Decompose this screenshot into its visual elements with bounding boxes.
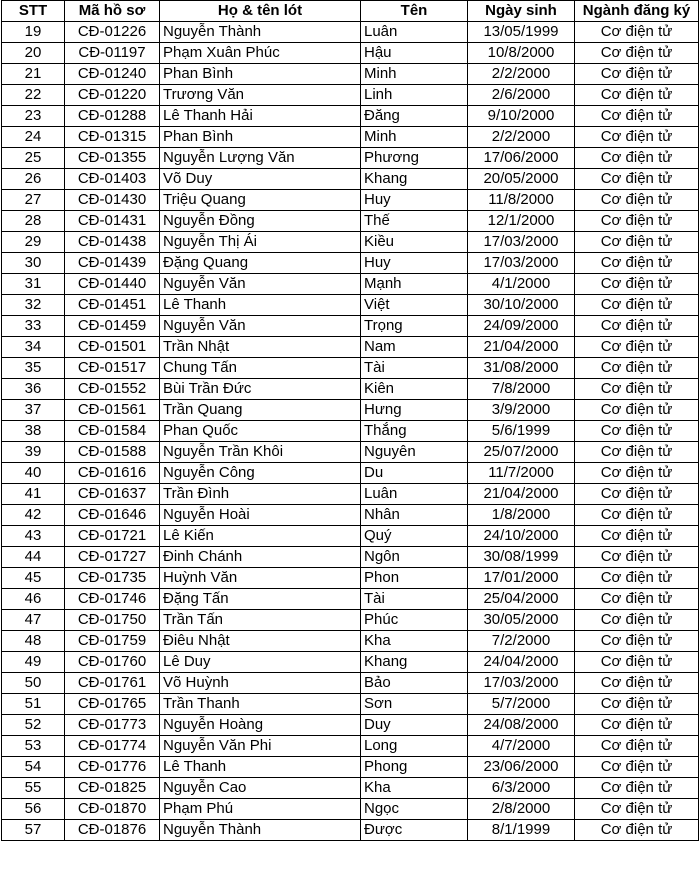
cell-dob: 17/06/2000 [468,148,575,169]
table-row [2,589,699,610]
cell-major: Cơ điện tử [575,106,699,127]
header-major: Ngành đăng ký [575,1,699,22]
cell-dob: 17/03/2000 [468,232,575,253]
table-row [2,505,699,526]
cell-first-name: Nguyên [361,442,468,463]
cell-major: Cơ điện tử [575,127,699,148]
table-row [2,568,699,589]
cell-code: CĐ-01876 [65,820,160,841]
cell-first-name: Duy [361,715,468,736]
cell-stt: 26 [2,169,65,190]
table-row [2,253,699,274]
cell-first-name: Ngọc [361,799,468,820]
cell-major: Cơ điện tử [575,463,699,484]
cell-dob: 24/04/2000 [468,652,575,673]
cell-code: CĐ-01746 [65,589,160,610]
header-last-name: Họ & tên lót [160,1,361,22]
table-row [2,757,699,778]
cell-major: Cơ điện tử [575,64,699,85]
cell-last-name: Phan Quốc [160,421,361,442]
table-row [2,547,699,568]
cell-dob: 6/3/2000 [468,778,575,799]
table-row [2,442,699,463]
cell-last-name: Nguyễn Đồng [160,211,361,232]
table-row [2,694,699,715]
cell-first-name: Minh [361,64,468,85]
cell-first-name: Huy [361,190,468,211]
table-row [2,64,699,85]
table-header [2,1,699,22]
cell-major: Cơ điện tử [575,190,699,211]
table-row [2,673,699,694]
cell-code: CĐ-01727 [65,547,160,568]
table-row [2,169,699,190]
cell-dob: 30/10/2000 [468,295,575,316]
cell-last-name: Đinh Chánh [160,547,361,568]
cell-code: CĐ-01776 [65,757,160,778]
cell-major: Cơ điện tử [575,253,699,274]
cell-last-name: Huỳnh Văn [160,568,361,589]
table-row [2,379,699,400]
cell-code: CĐ-01825 [65,778,160,799]
cell-stt: 41 [2,484,65,505]
cell-major: Cơ điện tử [575,169,699,190]
cell-dob: 2/6/2000 [468,85,575,106]
cell-stt: 20 [2,43,65,64]
cell-code: CĐ-01765 [65,694,160,715]
cell-first-name: Du [361,463,468,484]
cell-code: CĐ-01750 [65,610,160,631]
cell-first-name: Mạnh [361,274,468,295]
cell-major: Cơ điện tử [575,505,699,526]
table-row [2,106,699,127]
cell-major: Cơ điện tử [575,673,699,694]
table-row [2,337,699,358]
cell-last-name: Võ Huỳnh [160,673,361,694]
cell-major: Cơ điện tử [575,358,699,379]
cell-dob: 1/8/2000 [468,505,575,526]
cell-last-name: Lê Kiến [160,526,361,547]
cell-last-name: Trương Văn [160,85,361,106]
cell-major: Cơ điện tử [575,736,699,757]
cell-first-name: Ngôn [361,547,468,568]
table-row [2,778,699,799]
cell-last-name: Nguyễn Văn [160,274,361,295]
cell-stt: 27 [2,190,65,211]
cell-code: CĐ-01721 [65,526,160,547]
cell-stt: 54 [2,757,65,778]
cell-stt: 28 [2,211,65,232]
cell-last-name: Nguyễn Lượng Văn [160,148,361,169]
cell-first-name: Khang [361,652,468,673]
cell-last-name: Trần Quang [160,400,361,421]
cell-dob: 8/1/1999 [468,820,575,841]
cell-first-name: Thế [361,211,468,232]
cell-dob: 20/05/2000 [468,169,575,190]
cell-dob: 7/8/2000 [468,379,575,400]
table-row [2,820,699,841]
cell-code: CĐ-01774 [65,736,160,757]
header-row [2,1,699,22]
cell-first-name: Phương [361,148,468,169]
cell-major: Cơ điện tử [575,316,699,337]
cell-dob: 17/03/2000 [468,673,575,694]
table-row [2,400,699,421]
cell-dob: 5/7/2000 [468,694,575,715]
cell-major: Cơ điện tử [575,610,699,631]
cell-first-name: Luân [361,484,468,505]
cell-major: Cơ điện tử [575,820,699,841]
cell-major: Cơ điện tử [575,421,699,442]
table-row [2,715,699,736]
cell-stt: 57 [2,820,65,841]
cell-dob: 10/8/2000 [468,43,575,64]
cell-first-name: Hậu [361,43,468,64]
cell-stt: 31 [2,274,65,295]
cell-dob: 23/06/2000 [468,757,575,778]
cell-code: CĐ-01773 [65,715,160,736]
cell-code: CĐ-01403 [65,169,160,190]
cell-code: CĐ-01870 [65,799,160,820]
cell-first-name: Kha [361,778,468,799]
cell-last-name: Triệu Quang [160,190,361,211]
cell-first-name: Việt [361,295,468,316]
cell-first-name: Sơn [361,694,468,715]
cell-code: CĐ-01501 [65,337,160,358]
table-row [2,274,699,295]
cell-last-name: Chung Tấn [160,358,361,379]
header-code: Mã hồ sơ [65,1,160,22]
cell-stt: 43 [2,526,65,547]
cell-major: Cơ điện tử [575,43,699,64]
table-row [2,211,699,232]
cell-major: Cơ điện tử [575,547,699,568]
student-roster-table [1,0,699,841]
cell-dob: 30/08/1999 [468,547,575,568]
cell-first-name: Được [361,820,468,841]
cell-first-name: Thắng [361,421,468,442]
cell-stt: 25 [2,148,65,169]
cell-last-name: Phan Bình [160,127,361,148]
cell-first-name: Kiên [361,379,468,400]
cell-dob: 21/04/2000 [468,337,575,358]
cell-code: CĐ-01439 [65,253,160,274]
cell-dob: 5/6/1999 [468,421,575,442]
cell-last-name: Lê Thanh Hải [160,106,361,127]
cell-stt: 19 [2,22,65,43]
cell-stt: 55 [2,778,65,799]
cell-dob: 2/2/2000 [468,127,575,148]
cell-code: CĐ-01760 [65,652,160,673]
cell-last-name: Điêu Nhật [160,631,361,652]
cell-code: CĐ-01561 [65,400,160,421]
cell-last-name: Nguyễn Trần Khôi [160,442,361,463]
cell-major: Cơ điện tử [575,715,699,736]
cell-major: Cơ điện tử [575,379,699,400]
cell-major: Cơ điện tử [575,400,699,421]
cell-code: CĐ-01220 [65,85,160,106]
cell-code: CĐ-01226 [65,22,160,43]
table-row [2,484,699,505]
table-row [2,421,699,442]
cell-major: Cơ điện tử [575,799,699,820]
header-stt: STT [2,1,65,22]
cell-last-name: Bùi Trần Đức [160,379,361,400]
cell-first-name: Nhân [361,505,468,526]
cell-code: CĐ-01431 [65,211,160,232]
cell-major: Cơ điện tử [575,631,699,652]
cell-last-name: Trần Nhật [160,337,361,358]
cell-last-name: Phan Bình [160,64,361,85]
cell-last-name: Đặng Tấn [160,589,361,610]
cell-code: CĐ-01315 [65,127,160,148]
cell-code: CĐ-01430 [65,190,160,211]
cell-last-name: Nguyễn Thành [160,22,361,43]
cell-major: Cơ điện tử [575,526,699,547]
cell-major: Cơ điện tử [575,694,699,715]
cell-dob: 3/9/2000 [468,400,575,421]
cell-dob: 2/8/2000 [468,799,575,820]
cell-stt: 30 [2,253,65,274]
table-row [2,148,699,169]
cell-dob: 31/08/2000 [468,358,575,379]
cell-code: CĐ-01288 [65,106,160,127]
cell-first-name: Phúc [361,610,468,631]
cell-code: CĐ-01759 [65,631,160,652]
table-row [2,232,699,253]
cell-first-name: Minh [361,127,468,148]
cell-last-name: Phạm Xuân Phúc [160,43,361,64]
cell-stt: 44 [2,547,65,568]
cell-stt: 50 [2,673,65,694]
cell-first-name: Linh [361,85,468,106]
cell-major: Cơ điện tử [575,652,699,673]
cell-first-name: Phong [361,757,468,778]
cell-first-name: Tài [361,358,468,379]
cell-first-name: Long [361,736,468,757]
cell-last-name: Phạm Phú [160,799,361,820]
cell-major: Cơ điện tử [575,211,699,232]
table-row [2,652,699,673]
cell-dob: 11/8/2000 [468,190,575,211]
cell-stt: 39 [2,442,65,463]
cell-first-name: Bảo [361,673,468,694]
cell-code: CĐ-01646 [65,505,160,526]
cell-major: Cơ điện tử [575,295,699,316]
cell-major: Cơ điện tử [575,148,699,169]
cell-last-name: Nguyễn Thành [160,820,361,841]
cell-dob: 9/10/2000 [468,106,575,127]
cell-first-name: Khang [361,169,468,190]
cell-stt: 24 [2,127,65,148]
cell-last-name: Đặng Quang [160,253,361,274]
cell-stt: 56 [2,799,65,820]
cell-stt: 45 [2,568,65,589]
cell-code: CĐ-01355 [65,148,160,169]
table-row [2,127,699,148]
cell-major: Cơ điện tử [575,778,699,799]
cell-dob: 17/01/2000 [468,568,575,589]
cell-major: Cơ điện tử [575,484,699,505]
cell-last-name: Nguyễn Công [160,463,361,484]
cell-dob: 24/09/2000 [468,316,575,337]
table-row [2,799,699,820]
cell-code: CĐ-01438 [65,232,160,253]
cell-dob: 21/04/2000 [468,484,575,505]
cell-dob: 12/1/2000 [468,211,575,232]
cell-stt: 21 [2,64,65,85]
cell-major: Cơ điện tử [575,442,699,463]
cell-dob: 24/08/2000 [468,715,575,736]
cell-code: CĐ-01761 [65,673,160,694]
cell-dob: 13/05/1999 [468,22,575,43]
cell-code: CĐ-01584 [65,421,160,442]
cell-major: Cơ điện tử [575,589,699,610]
header-first-name: Tên [361,1,468,22]
cell-dob: 17/03/2000 [468,253,575,274]
cell-code: CĐ-01588 [65,442,160,463]
cell-first-name: Kiều [361,232,468,253]
cell-last-name: Nguyễn Thị Ái [160,232,361,253]
cell-dob: 25/04/2000 [468,589,575,610]
cell-stt: 51 [2,694,65,715]
cell-last-name: Trần Đình [160,484,361,505]
cell-code: CĐ-01637 [65,484,160,505]
cell-last-name: Lê Thanh [160,757,361,778]
table-row [2,736,699,757]
cell-stt: 53 [2,736,65,757]
table-row [2,610,699,631]
cell-stt: 34 [2,337,65,358]
cell-stt: 29 [2,232,65,253]
cell-code: CĐ-01735 [65,568,160,589]
cell-major: Cơ điện tử [575,337,699,358]
cell-first-name: Kha [361,631,468,652]
cell-code: CĐ-01517 [65,358,160,379]
cell-code: CĐ-01552 [65,379,160,400]
cell-major: Cơ điện tử [575,757,699,778]
table-row [2,85,699,106]
cell-dob: 2/2/2000 [468,64,575,85]
cell-major: Cơ điện tử [575,232,699,253]
cell-last-name: Nguyễn Hoàng [160,715,361,736]
cell-code: CĐ-01616 [65,463,160,484]
cell-dob: 7/2/2000 [468,631,575,652]
cell-dob: 11/7/2000 [468,463,575,484]
cell-last-name: Võ Duy [160,169,361,190]
cell-stt: 36 [2,379,65,400]
cell-stt: 32 [2,295,65,316]
table-body [2,22,699,841]
cell-first-name: Luân [361,22,468,43]
table-row [2,22,699,43]
cell-last-name: Trần Tấn [160,610,361,631]
table-row [2,43,699,64]
cell-first-name: Tài [361,589,468,610]
cell-last-name: Lê Duy [160,652,361,673]
cell-first-name: Quý [361,526,468,547]
cell-dob: 25/07/2000 [468,442,575,463]
cell-last-name: Lê Thanh [160,295,361,316]
cell-major: Cơ điện tử [575,568,699,589]
table-row [2,316,699,337]
cell-stt: 38 [2,421,65,442]
cell-first-name: Phon [361,568,468,589]
cell-dob: 24/10/2000 [468,526,575,547]
cell-last-name: Nguyễn Cao [160,778,361,799]
cell-stt: 42 [2,505,65,526]
cell-first-name: Hưng [361,400,468,421]
table-row [2,463,699,484]
cell-code: CĐ-01440 [65,274,160,295]
cell-last-name: Nguyễn Hoài [160,505,361,526]
table-row [2,190,699,211]
cell-stt: 37 [2,400,65,421]
cell-dob: 4/7/2000 [468,736,575,757]
cell-last-name: Nguyễn Văn [160,316,361,337]
cell-dob: 30/05/2000 [468,610,575,631]
cell-dob: 4/1/2000 [468,274,575,295]
cell-last-name: Trần Thanh [160,694,361,715]
table-row [2,526,699,547]
cell-first-name: Nam [361,337,468,358]
cell-stt: 22 [2,85,65,106]
cell-stt: 33 [2,316,65,337]
cell-stt: 35 [2,358,65,379]
cell-stt: 23 [2,106,65,127]
cell-code: CĐ-01240 [65,64,160,85]
cell-last-name: Nguyễn Văn Phi [160,736,361,757]
cell-major: Cơ điện tử [575,85,699,106]
cell-stt: 47 [2,610,65,631]
cell-first-name: Đăng [361,106,468,127]
cell-stt: 49 [2,652,65,673]
cell-major: Cơ điện tử [575,274,699,295]
table-row [2,631,699,652]
cell-stt: 46 [2,589,65,610]
cell-stt: 52 [2,715,65,736]
cell-stt: 40 [2,463,65,484]
cell-code: CĐ-01459 [65,316,160,337]
cell-first-name: Huy [361,253,468,274]
table-row [2,295,699,316]
cell-code: CĐ-01197 [65,43,160,64]
cell-major: Cơ điện tử [575,22,699,43]
cell-stt: 48 [2,631,65,652]
cell-code: CĐ-01451 [65,295,160,316]
table-row [2,358,699,379]
header-dob: Ngày sinh [468,1,575,22]
cell-first-name: Trọng [361,316,468,337]
